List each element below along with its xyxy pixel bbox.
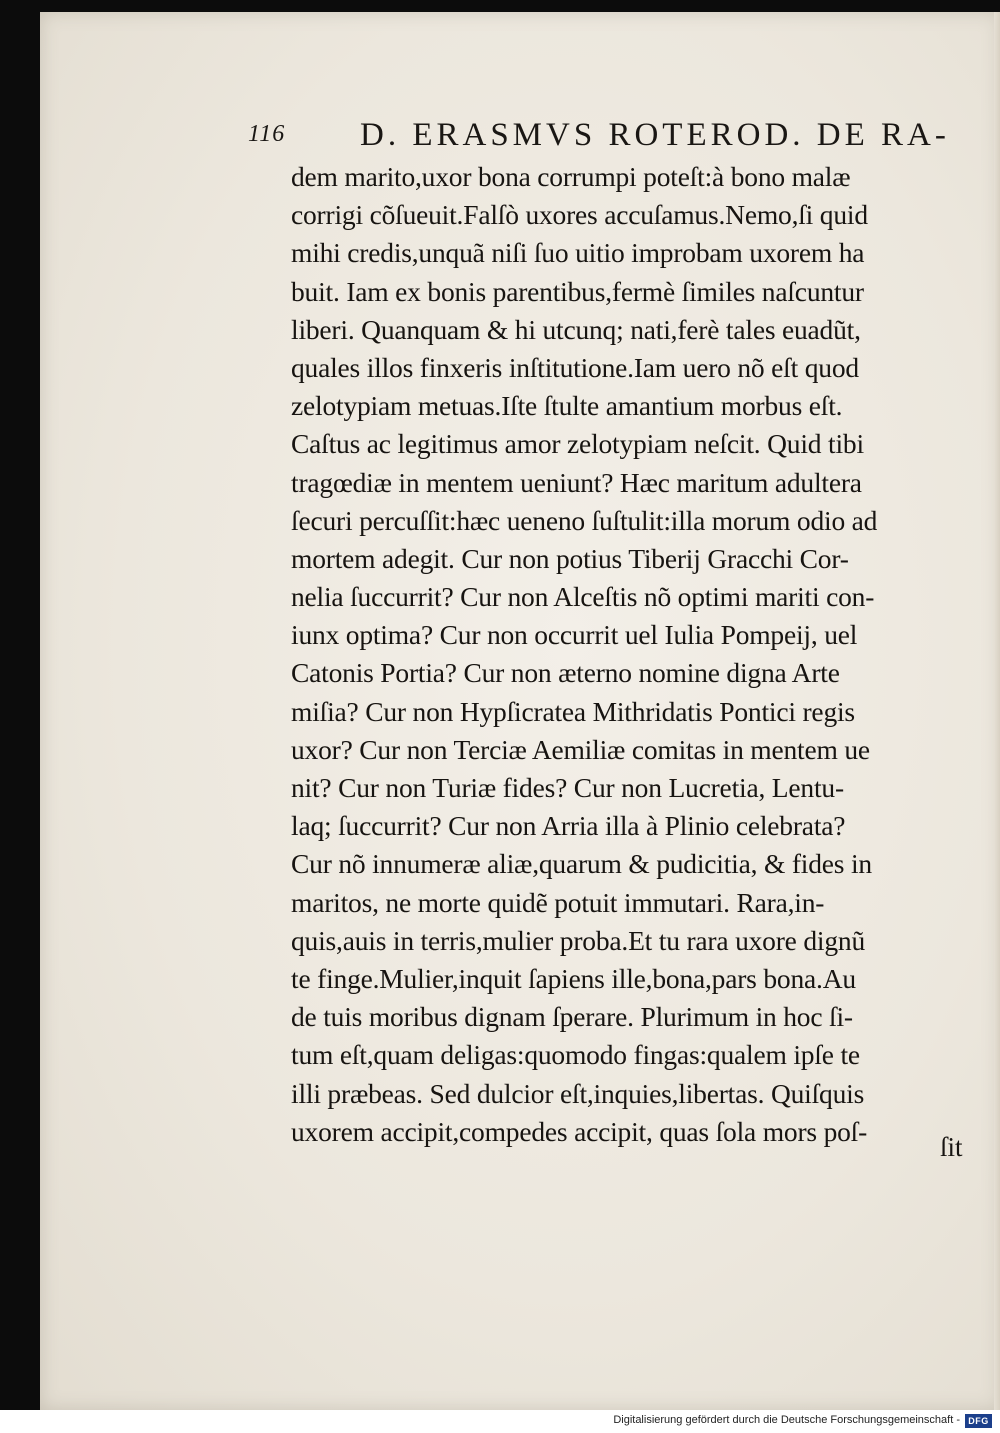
text-line: nelia ſuccurrit? Cur non Alceſtis nõ optimi mariti con- <box>291 581 875 613</box>
body-text <box>291 158 971 1151</box>
text-line: Cur nõ innumeræ aliæ,quarum & pudicitia, & fides in <box>291 848 872 880</box>
page-header <box>248 115 950 155</box>
text-line: uxorem accipit,compedes accipit, quas ſola mors poſ- <box>291 1115 868 1147</box>
text-line: maritos, ne morte quidẽ potuit immutari. Rara,in- <box>291 886 825 918</box>
text-line: mortem adegit. Cur non potius Tiberij Gracchi Cor- <box>291 542 849 574</box>
page-edge <box>994 12 1000 1410</box>
text-line: mihi credis,unquã niſi ſuo uitio improbam uxorem ha <box>291 237 865 269</box>
text-line: uxor? Cur non Terciæ Aemiliæ comitas in mentem ue <box>291 733 870 765</box>
text-line: dem marito,uxor bona corrumpi poteſt:à bono malæ <box>291 161 851 192</box>
text-line: corrigi cõſueuit.Falſò uxores accuſamus.Nemo,ſi quid <box>291 199 868 231</box>
dfg-logo: DFG <box>965 1414 992 1428</box>
text-line: liberi. Quanquam & hi utcunq; nati,ferè tales euadũt, <box>291 313 861 345</box>
text-line: Catonis Portia? Cur non æterno nomine digna Arte <box>291 657 840 689</box>
text-line: tragœdiæ in mentem ueniunt? Hæc maritum adultera <box>291 466 862 498</box>
text-line: tum eſt,quam deligas:quomodo fingas:qualem ipſe te <box>291 1039 860 1071</box>
text-line: laq; ſuccurrit? Cur non Arria illa à Plinio celebrata? <box>291 810 846 842</box>
running-head: D. ERASMVS ROTEROD. DE RA- <box>360 117 950 153</box>
digitization-footer <box>0 1410 1000 1433</box>
page-number: 116 <box>248 121 286 147</box>
catchword: ſit <box>940 1132 963 1162</box>
text-line: quis,auis in terris,mulier proba.Et tu rara uxore dignũ <box>291 924 865 956</box>
text-line: ſecuri percuſſit:hæc ueneno ſuſtulit:illa morum odio ad <box>291 504 878 536</box>
text-line: te finge.Mulier,inquit ſapiens ille,bona,pars bona.Au <box>291 962 856 994</box>
text-line: de tuis moribus dignam ſperare. Plurimum in hoc ſi- <box>291 1001 853 1033</box>
text-line: miſia? Cur non Hypſicratea Mithridatis Pontici regis <box>291 695 855 727</box>
text-line: zelotypiam metuas.Iſte ſtulte amantium morbus eſt. <box>291 390 843 422</box>
text-line: quales illos finxeris inſtitutione.Iam uero nõ eſt quod <box>291 351 859 383</box>
text-line: illi præbeas. Sed dulcior eſt,inquies,libertas. Quiſquis <box>291 1077 865 1109</box>
text-line: Caſtus ac legitimus amor zelotypiam neſcit. Quid tibi <box>291 428 864 460</box>
text-line: nit? Cur non Turiæ fides? Cur non Lucretia, Lentu- <box>291 772 844 803</box>
text-line: buit. Iam ex bonis parentibus,fermè ſimiles naſcuntur <box>291 275 864 307</box>
funding-credit: Digitalisierung gefördert durch die Deutsche Forschungsgemeinschaft - <box>613 1414 960 1426</box>
text-line: iunx optima? Cur non occurrit uel Iulia Pompeij, uel <box>291 619 858 651</box>
